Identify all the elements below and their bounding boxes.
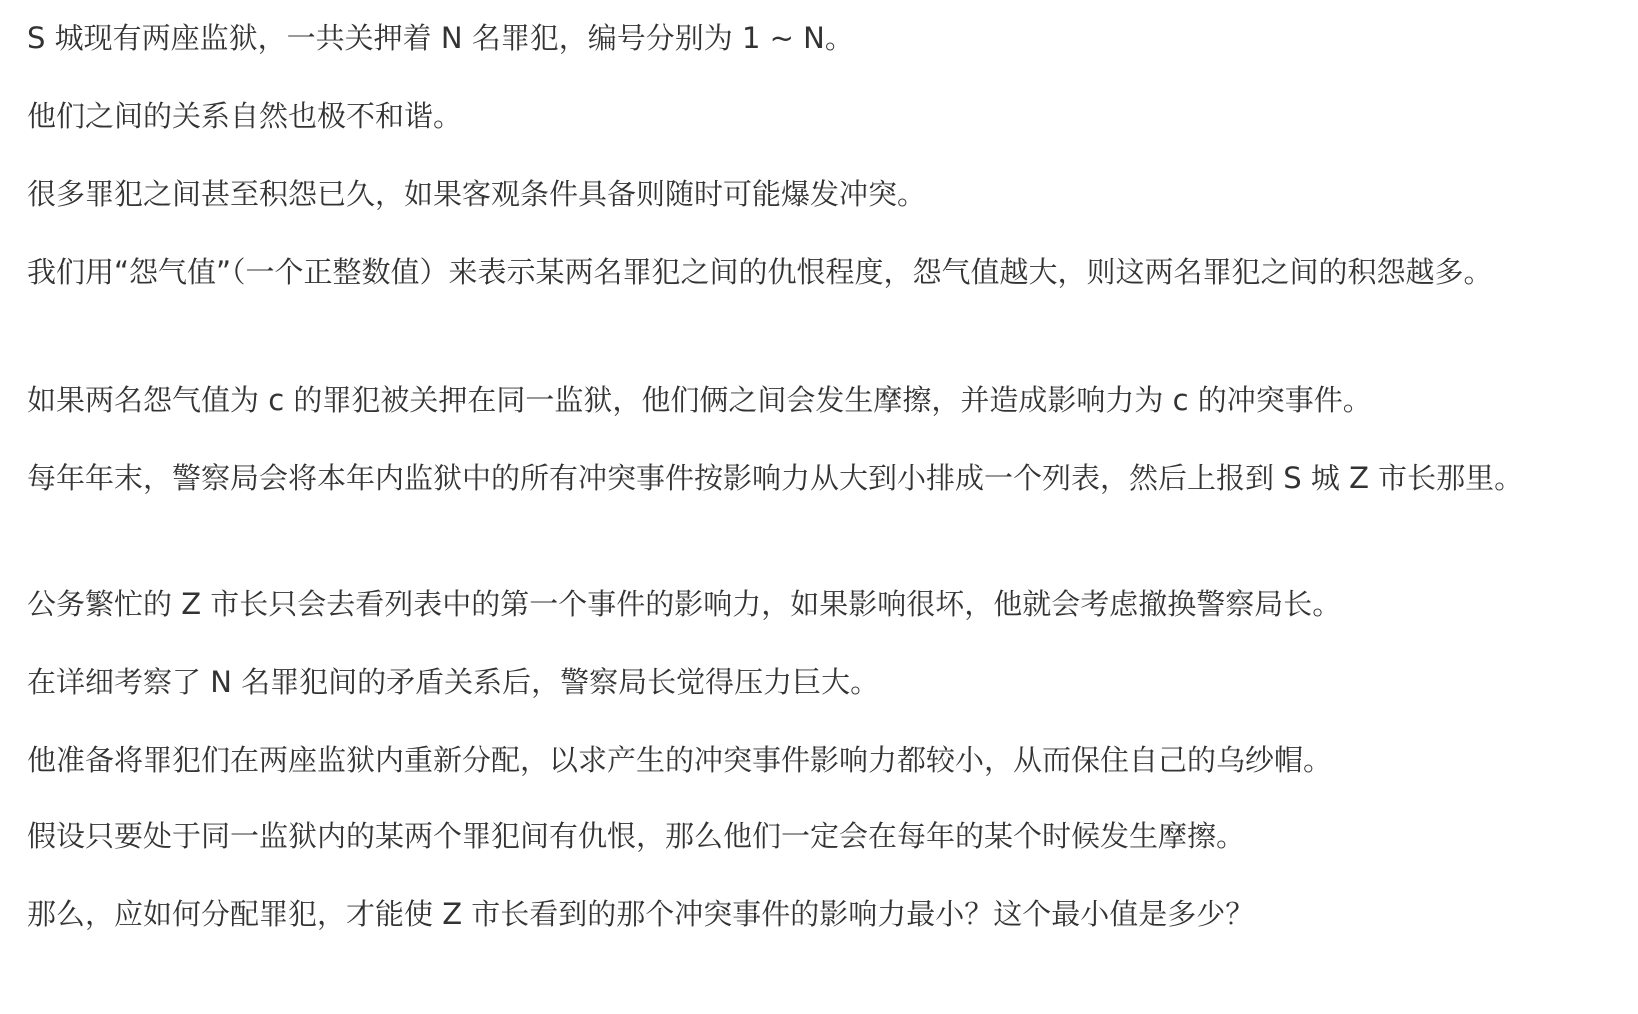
paragraph-report: 每年年末，警察局会将本年内监狱中的所有冲突事件按影响力从大到小排成一个列表，然后上报到 S 城 Z 市长那里。 <box>27 461 1524 495</box>
paragraph-conflict: 如果两名怨气值为 c 的罪犯被关押在同一监狱，他们俩之间会发生摩擦，并造成影响力为 c 的冲突事件。 <box>27 383 1372 417</box>
paragraph-mayor: 公务繁忙的 Z 市长只会去看列表中的第一个事件的影响力，如果影响很坏，他就会考虑撤换警察局长。 <box>27 587 1342 621</box>
paragraph-grudge-value: 我们用“怨气值”（一个正整数值）来表示某两名罪犯之间的仇恨程度，怨气值越大，则这两名罪犯之间的积怨越多。 <box>27 255 1493 289</box>
paragraph-relations: 他们之间的关系自然也极不和谐。 <box>27 99 463 133</box>
paragraph-pressure: 在详细考察了 N 名罪犯间的矛盾关系后，警察局长觉得压力巨大。 <box>27 665 880 699</box>
paragraph-prisons: S 城现有两座监狱，一共关押着 N 名罪犯，编号分别为 1 ~ N。 <box>27 21 854 55</box>
paragraph-redistribute: 他准备将罪犯们在两座监狱内重新分配，以求产生的冲突事件影响力都较小，从而保住自己的乌纱帽。 <box>27 743 1333 777</box>
paragraph-assumption: 假设只要处于同一监狱内的某两个罪犯间有仇恨，那么他们一定会在每年的某个时候发生摩擦。 <box>27 819 1246 853</box>
paragraph-question: 那么，应如何分配罪犯，才能使 Z 市长看到的那个冲突事件的影响力最小？这个最小值是多少？ <box>27 897 1255 931</box>
paragraph-grudges: 很多罪犯之间甚至积怨已久，如果客观条件具备则随时可能爆发冲突。 <box>27 177 927 211</box>
